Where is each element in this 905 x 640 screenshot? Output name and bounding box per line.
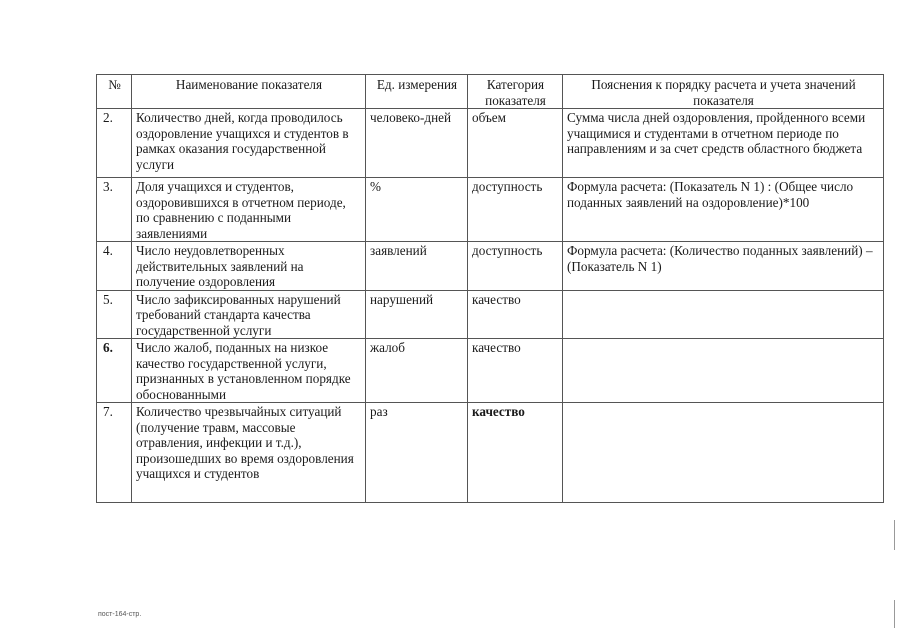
row-category: объем [468, 109, 563, 178]
header-name: Наименование показателя [132, 75, 366, 109]
row-notes: Формула расчета: (Количество поданных заявлений) – (Показатель N 1) [563, 242, 884, 291]
header-category: Категория показателя [468, 75, 563, 109]
row-category: доступность [468, 178, 563, 242]
row-category: качество [468, 403, 563, 503]
row-name: Количество дней, когда проводилось оздоровление учащихся и студентов в рамках оказания государственной услуги [132, 109, 366, 178]
scan-artifact-line [894, 520, 895, 550]
table-row [97, 178, 884, 242]
table-row [97, 290, 884, 339]
row-unit: % [366, 178, 468, 242]
row-num: 7. [97, 403, 132, 503]
scan-artifact-line [894, 600, 895, 628]
row-category: доступность [468, 242, 563, 291]
row-name: Доля учащихся и студентов, оздоровившихся в отчетном периоде, по сравнению с поданными заявлениями [132, 178, 366, 242]
row-category: качество [468, 339, 563, 403]
row-unit: заявлений [366, 242, 468, 291]
header-num: № [97, 75, 132, 109]
row-category: качество [468, 290, 563, 339]
table-row [97, 242, 884, 291]
table-header-row [97, 75, 884, 109]
row-num: 2. [97, 109, 132, 178]
row-notes [563, 403, 884, 503]
row-num: 3. [97, 178, 132, 242]
row-unit: человеко-дней [366, 109, 468, 178]
row-notes: Формула расчета: (Показатель N 1) : (Общее число поданных заявлений на оздоровление)*100 [563, 178, 884, 242]
row-unit: раз [366, 403, 468, 503]
table-row [97, 339, 884, 403]
row-name: Число жалоб, поданных на низкое качество государственной услуги, признанных в установленном порядке обоснованными [132, 339, 366, 403]
row-notes: Сумма числа дней оздоровления, пройденного всеми учащимися и студентами в отчетном периоде по направлениям и за счет средств областного бюджета [563, 109, 884, 178]
row-name: Число зафиксированных нарушений требований стандарта качества государственной услуги [132, 290, 366, 339]
row-notes [563, 290, 884, 339]
indicators-table [96, 74, 884, 503]
page-footer-note: пост-164-стр. [98, 611, 142, 618]
row-num: 6. [97, 339, 132, 403]
row-name: Количество чрезвычайных ситуаций (получение травм, массовые отравления, инфекции и т.д.), произошедших во время оздоровления учащихся и студентов [132, 403, 366, 503]
row-unit: жалоб [366, 339, 468, 403]
table-row [97, 403, 884, 503]
row-notes [563, 339, 884, 403]
row-num: 5. [97, 290, 132, 339]
header-unit: Ед. измерения [366, 75, 468, 109]
header-notes: Пояснения к порядку расчета и учета значений показателя [563, 75, 884, 109]
table-row [97, 109, 884, 178]
row-unit: нарушений [366, 290, 468, 339]
row-num: 4. [97, 242, 132, 291]
row-name: Число неудовлетворенных действительных заявлений на получение оздоровления [132, 242, 366, 291]
